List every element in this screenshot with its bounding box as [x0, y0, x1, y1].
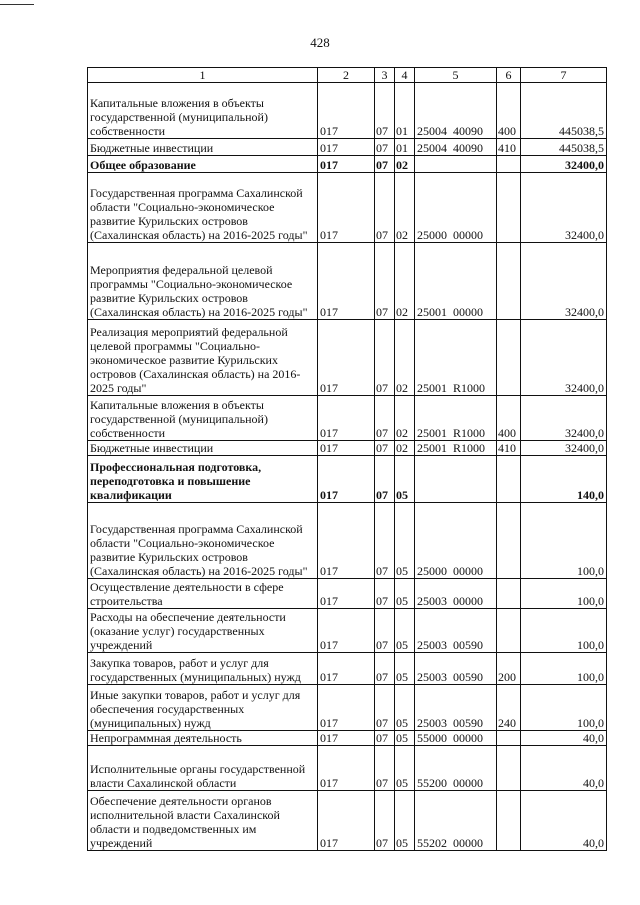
amount-cell: 445038,5: [521, 139, 607, 156]
department-code-cell: 017: [318, 456, 375, 503]
subsection-code-cell: 02: [395, 243, 415, 320]
expense-name-cell: Непрограммная деятельность: [88, 731, 318, 746]
department-code-cell: 017: [318, 746, 375, 791]
table-header-row: [88, 68, 607, 83]
section-code-cell: 07: [375, 441, 395, 456]
target-article-code-cell: 55200 00000: [415, 746, 497, 791]
target-article-code-cell: 55202 00000: [415, 791, 497, 851]
department-code-cell: 017: [318, 579, 375, 609]
expense-type-code-cell: 400: [497, 396, 521, 441]
section-code-cell: 07: [375, 653, 395, 685]
section-code-cell: 07: [375, 320, 395, 396]
table-row: [88, 83, 607, 139]
subsection-code-cell: 02: [395, 320, 415, 396]
expense-type-code-cell: [497, 156, 521, 173]
expense-type-code-cell: [497, 320, 521, 396]
budget-table: [87, 67, 607, 851]
department-code-cell: 017: [318, 731, 375, 746]
expense-name-cell: Государственная программа Сахалинской области "Социально-экономическое развитие Курильских островов (Сахалинская область) на 2016-2025 годы": [88, 173, 318, 243]
subsection-code-cell: 05: [395, 579, 415, 609]
amount-cell: 100,0: [521, 503, 607, 579]
expense-type-code-cell: 410: [497, 139, 521, 156]
amount-cell: 100,0: [521, 685, 607, 731]
expense-name-cell: Осуществление деятельности в сфере строительства: [88, 579, 318, 609]
amount-cell: 32400,0: [521, 441, 607, 456]
subsection-code-cell: 05: [395, 791, 415, 851]
amount-cell: 32400,0: [521, 320, 607, 396]
subsection-code-cell: 01: [395, 139, 415, 156]
table-row: [88, 609, 607, 653]
department-code-cell: 017: [318, 243, 375, 320]
amount-cell: 32400,0: [521, 243, 607, 320]
subsection-code-cell: 02: [395, 441, 415, 456]
subsection-code-cell: 02: [395, 156, 415, 173]
column-header: 4: [395, 68, 415, 83]
department-code-cell: 017: [318, 685, 375, 731]
subsection-code-cell: 05: [395, 503, 415, 579]
expense-name-cell: Профессиональная подготовка, переподготовка и повышение квалификации: [88, 456, 318, 503]
department-code-cell: 017: [318, 320, 375, 396]
table-row: [88, 731, 607, 746]
expense-name-cell: Исполнительные органы государственной власти Сахалинской области: [88, 746, 318, 791]
expense-type-code-cell: [497, 173, 521, 243]
column-header: 3: [375, 68, 395, 83]
table-row: [88, 396, 607, 441]
target-article-code-cell: 25004 40090: [415, 139, 497, 156]
subsection-code-cell: 05: [395, 653, 415, 685]
target-article-code-cell: 25001 R1000: [415, 396, 497, 441]
table-row: [88, 791, 607, 851]
column-header: 7: [521, 68, 607, 83]
section-code-cell: 07: [375, 685, 395, 731]
column-header: 5: [415, 68, 497, 83]
expense-name-cell: Иные закупки товаров, работ и услуг для обеспечения государственных (муниципальных) нужд: [88, 685, 318, 731]
section-code-cell: 07: [375, 503, 395, 579]
table-row: [88, 139, 607, 156]
subsection-code-cell: 05: [395, 456, 415, 503]
expense-name-cell: Бюджетные инвестиции: [88, 441, 318, 456]
section-code-cell: 07: [375, 396, 395, 441]
subsection-code-cell: 05: [395, 685, 415, 731]
section-code-cell: 07: [375, 746, 395, 791]
amount-cell: 445038,5: [521, 83, 607, 139]
expense-name-cell: Мероприятия федеральной целевой программы "Социально-экономическое развитие Курильских островов (Сахалинская область) на 2016-2025 годы": [88, 243, 318, 320]
section-code-cell: 07: [375, 139, 395, 156]
department-code-cell: 017: [318, 503, 375, 579]
amount-cell: 40,0: [521, 731, 607, 746]
expense-name-cell: Общее образование: [88, 156, 318, 173]
corner-line-mark: [0, 0, 34, 5]
table-row: [88, 243, 607, 320]
page-number: 428: [310, 35, 330, 50]
department-code-cell: 017: [318, 791, 375, 851]
amount-cell: 100,0: [521, 653, 607, 685]
table-row: [88, 746, 607, 791]
expense-type-code-cell: [497, 503, 521, 579]
table-row: [88, 503, 607, 579]
department-code-cell: 017: [318, 653, 375, 685]
target-article-code-cell: [415, 156, 497, 173]
department-code-cell: 017: [318, 609, 375, 653]
amount-cell: 100,0: [521, 609, 607, 653]
section-code-cell: 07: [375, 156, 395, 173]
subsection-code-cell: 05: [395, 609, 415, 653]
table-row: [88, 320, 607, 396]
expense-type-code-cell: [497, 791, 521, 851]
target-article-code-cell: 25003 00590: [415, 609, 497, 653]
column-header: 6: [497, 68, 521, 83]
expense-type-code-cell: 400: [497, 83, 521, 139]
section-code-cell: 07: [375, 609, 395, 653]
target-article-code-cell: 25000 00000: [415, 503, 497, 579]
expense-type-code-cell: [497, 456, 521, 503]
expense-name-cell: Капитальные вложения в объекты государственной (муниципальной) собственности: [88, 83, 318, 139]
table-row: [88, 685, 607, 731]
table-row: [88, 653, 607, 685]
department-code-cell: 017: [318, 173, 375, 243]
subsection-code-cell: 05: [395, 731, 415, 746]
amount-cell: 40,0: [521, 746, 607, 791]
subsection-code-cell: 02: [395, 396, 415, 441]
amount-cell: 140,0: [521, 456, 607, 503]
expense-name-cell: Расходы на обеспечение деятельности (оказание услуг) государственных учреждений: [88, 609, 318, 653]
subsection-code-cell: 01: [395, 83, 415, 139]
section-code-cell: 07: [375, 83, 395, 139]
table-row: [88, 456, 607, 503]
target-article-code-cell: 25001 R1000: [415, 441, 497, 456]
target-article-code-cell: 25003 00590: [415, 653, 497, 685]
department-code-cell: 017: [318, 156, 375, 173]
section-code-cell: 07: [375, 731, 395, 746]
target-article-code-cell: 25001 R1000: [415, 320, 497, 396]
target-article-code-cell: 25003 00590: [415, 685, 497, 731]
target-article-code-cell: 25003 00000: [415, 579, 497, 609]
expense-type-code-cell: [497, 746, 521, 791]
department-code-cell: 017: [318, 139, 375, 156]
expense-type-code-cell: 410: [497, 441, 521, 456]
expense-type-code-cell: [497, 579, 521, 609]
expense-type-code-cell: [497, 731, 521, 746]
section-code-cell: 07: [375, 243, 395, 320]
target-article-code-cell: 25004 40090: [415, 83, 497, 139]
table-row: [88, 156, 607, 173]
department-code-cell: 017: [318, 441, 375, 456]
department-code-cell: 017: [318, 83, 375, 139]
expense-name-cell: Бюджетные инвестиции: [88, 139, 318, 156]
amount-cell: 32400,0: [521, 173, 607, 243]
expense-type-code-cell: [497, 243, 521, 320]
table-row: [88, 173, 607, 243]
subsection-code-cell: 05: [395, 746, 415, 791]
section-code-cell: 07: [375, 791, 395, 851]
expense-name-cell: Капитальные вложения в объекты государственной (муниципальной) собственности: [88, 396, 318, 441]
department-code-cell: 017: [318, 396, 375, 441]
amount-cell: 32400,0: [521, 156, 607, 173]
expense-type-code-cell: [497, 609, 521, 653]
amount-cell: 100,0: [521, 579, 607, 609]
amount-cell: 32400,0: [521, 396, 607, 441]
table-row: [88, 579, 607, 609]
table-row: [88, 441, 607, 456]
expense-name-cell: Государственная программа Сахалинской области "Социально-экономическое развитие Курильских островов (Сахалинская область) на 2016-2025 годы": [88, 503, 318, 579]
amount-cell: 40,0: [521, 791, 607, 851]
expense-name-cell: Обеспечение деятельности органов исполнительной власти Сахалинской области и подведомственных им учреждений: [88, 791, 318, 851]
expense-name-cell: Закупка товаров, работ и услуг для государственных (муниципальных) нужд: [88, 653, 318, 685]
expense-name-cell: Реализация мероприятий федеральной целевой программы "Социально-экономическое развитие Курильских островов (Сахалинская область) на 2016-2025 годы": [88, 320, 318, 396]
target-article-code-cell: 55000 00000: [415, 731, 497, 746]
column-header: 1: [88, 68, 318, 83]
column-header: 2: [318, 68, 375, 83]
expense-type-code-cell: 200: [497, 653, 521, 685]
section-code-cell: 07: [375, 173, 395, 243]
section-code-cell: 07: [375, 579, 395, 609]
target-article-code-cell: 25001 00000: [415, 243, 497, 320]
section-code-cell: 07: [375, 456, 395, 503]
target-article-code-cell: [415, 456, 497, 503]
subsection-code-cell: 02: [395, 173, 415, 243]
target-article-code-cell: 25000 00000: [415, 173, 497, 243]
expense-type-code-cell: 240: [497, 685, 521, 731]
